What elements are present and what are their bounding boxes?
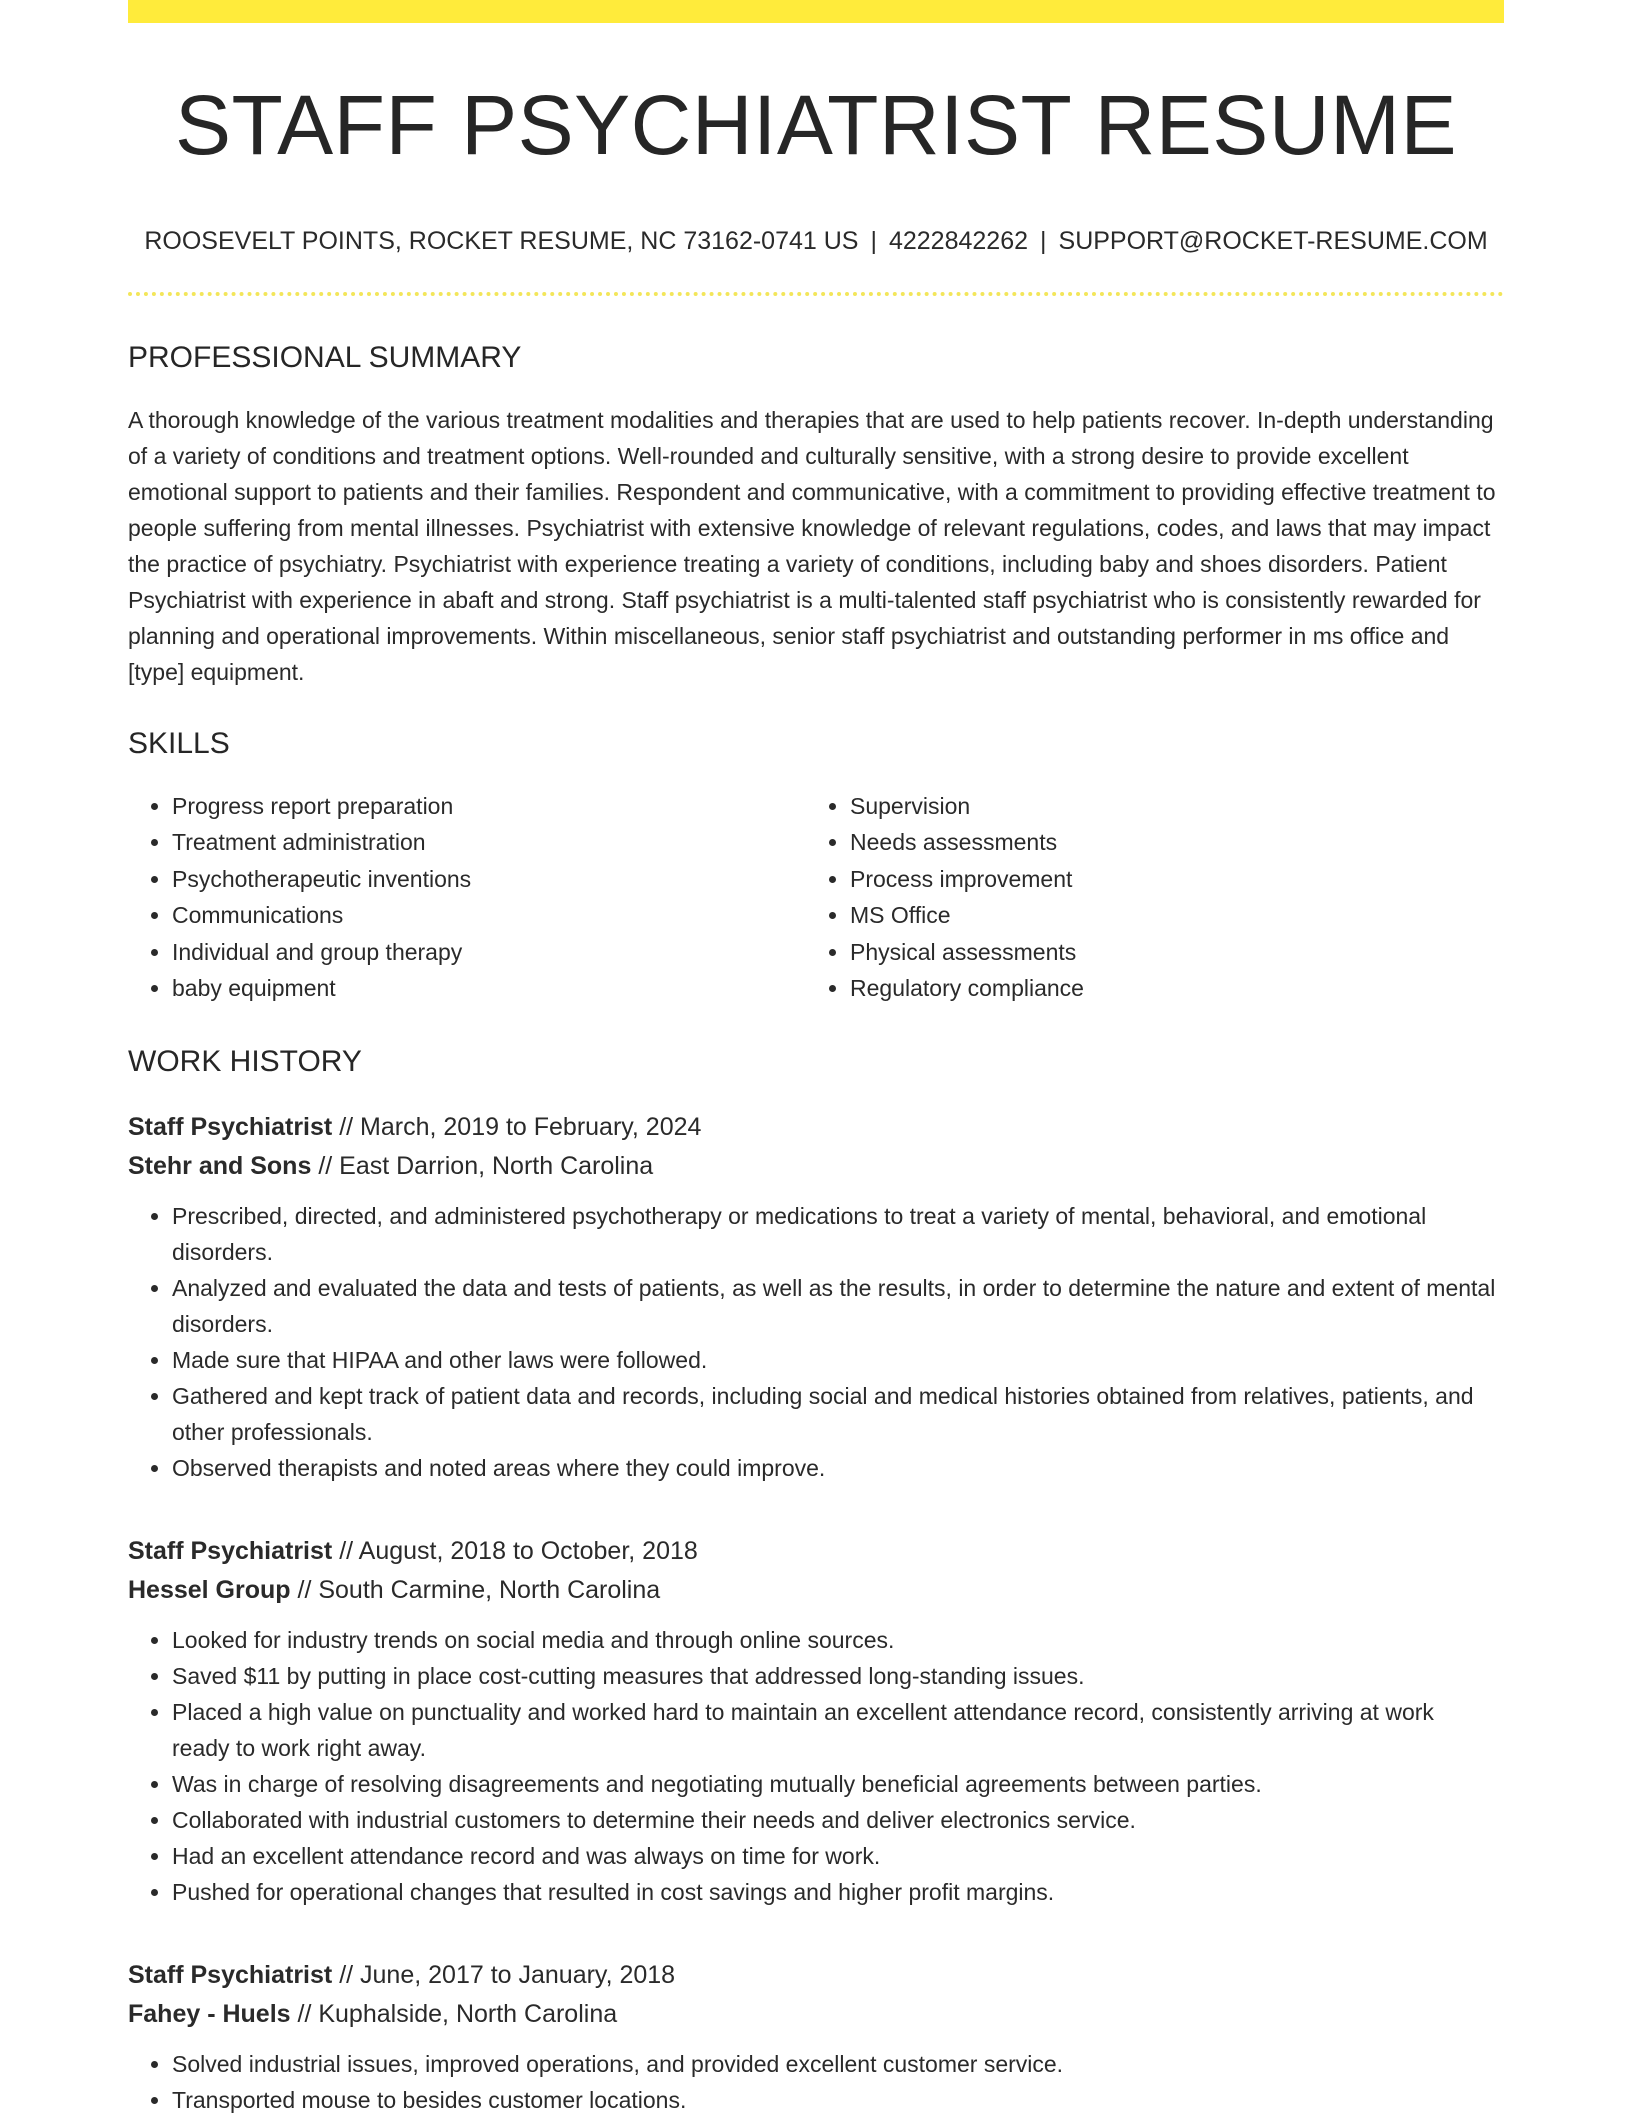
work-history-heading: WORK HISTORY (128, 1045, 362, 1079)
skill-item: • Psychotherapeutic inventions (172, 861, 806, 897)
duty-item: • Prescribed, directed, and administered psychotherapy or medications to treat a variety of mental, behavioral, and emotional disorders. (172, 1198, 1504, 1270)
top-accent-bar (128, 0, 1504, 23)
job-title: Staff Psychiatrist (128, 1113, 333, 1142)
skills-heading: SKILLS (128, 727, 230, 760)
duty-item: • Observed therapists and noted areas where they could improve. (172, 1450, 1504, 1486)
skill-item: • Communications (172, 897, 806, 933)
skills-list (128, 788, 1504, 1006)
duty-item: • Analyzed and evaluated the data and tests of patients, as well as the results, in order to determine the nature and extent of mental disorders. (172, 1270, 1504, 1342)
contact-email: SUPPORT@ROCKET-RESUME.COM (1058, 227, 1488, 255)
job-title-line (128, 1108, 1504, 1147)
skill-item: • Needs assessments (850, 824, 1484, 860)
job-title-line (128, 1532, 1504, 1571)
skills-column-left (128, 788, 806, 1006)
duty-item: • Was in charge of resolving disagreements and negotiating mutually beneficial agreements between parties. (172, 1766, 1504, 1802)
job-company: Fahey - Huels (128, 2000, 291, 2029)
duty-item: • Collaborated with industrial customers to determine their needs and deliver electronics service. (172, 1802, 1504, 1838)
job-company: Hessel Group (128, 1576, 291, 1605)
page-title: STAFF PSYCHIATRIST RESUME (175, 78, 1457, 172)
summary-heading: PROFESSIONAL SUMMARY (128, 341, 522, 374)
skill-item: • Treatment administration (172, 824, 806, 860)
job-dates: // August, 2018 to October, 2018 (332, 1537, 698, 1566)
job-company-line (128, 1147, 1504, 1186)
job-duties (128, 2046, 1504, 2118)
contact-separator: | (1040, 227, 1047, 255)
duty-item: • Pushed for operational changes that resulted in cost savings and higher profit margins. (172, 1874, 1504, 1910)
contact-address: ROOSEVELT POINTS, ROCKET RESUME, NC 73162-0741 US (144, 227, 859, 255)
job-dates: // March, 2019 to February, 2024 (332, 1113, 702, 1142)
duty-item: • Gathered and kept track of patient data and records, including social and medical histories obtained from relatives, patients, and other professionals. (172, 1378, 1504, 1450)
resume-page (128, 0, 1504, 2118)
job-location: // East Darrion, North Carolina (311, 1152, 654, 1181)
skill-item: • Process improvement (850, 861, 1484, 897)
duty-item: • Solved industrial issues, improved operations, and provided excellent customer service. (172, 2046, 1504, 2082)
skill-item: • Regulatory compliance (850, 970, 1484, 1006)
job-entry (128, 1956, 1504, 2118)
job-company-line (128, 1571, 1504, 1610)
duty-item: • Placed a high value on punctuality and worked hard to maintain an excellent attendance record, consistently arriving at work ready to work right away. (172, 1694, 1504, 1766)
job-duties (128, 1622, 1504, 1910)
skill-item: • Progress report preparation (172, 788, 806, 824)
duty-item: • Transported mouse to besides customer locations. (172, 2082, 1504, 2118)
skill-item: • Physical assessments (850, 934, 1484, 970)
job-company: Stehr and Sons (128, 1152, 312, 1181)
skill-item: • Individual and group therapy (172, 934, 806, 970)
skill-item: • MS Office (850, 897, 1484, 933)
contact-separator: | (870, 227, 877, 255)
job-company-line (128, 1995, 1504, 2034)
job-entry (128, 1108, 1504, 1486)
contact-phone: 4222842262 (888, 227, 1029, 255)
duty-item: • Had an excellent attendance record and was always on time for work. (172, 1838, 1504, 1874)
skill-item: • baby equipment (172, 970, 806, 1006)
duty-item: • Made sure that HIPAA and other laws were followed. (172, 1342, 1504, 1378)
dotted-divider (128, 292, 1504, 296)
job-title: Staff Psychiatrist (128, 1961, 333, 1990)
job-location: // Kuphalside, North Carolina (290, 2000, 618, 2029)
job-title-line (128, 1956, 1504, 1995)
contact-line (128, 229, 1504, 254)
job-dates: // June, 2017 to January, 2018 (332, 1961, 676, 1990)
skills-column-right (806, 788, 1484, 1006)
job-title: Staff Psychiatrist (128, 1537, 333, 1566)
job-location: // South Carmine, North Carolina (290, 1576, 661, 1605)
duty-item: • Looked for industry trends on social media and through online sources. (172, 1622, 1504, 1658)
job-duties (128, 1198, 1504, 1486)
summary-text: A thorough knowledge of the various treatment modalities and therapies that are used to help patients recover. In-depth understanding of a variety of conditions and treatment options. Well-rounded and culturally sensitive, with a strong desire to provide excellent emotional support to patients and their families. Respondent and communicative, with a commitment to providing effective treatment to people suffering from mental illnesses. Psychiatrist with extensive knowledge of relevant regulations, codes, and laws that may impact the practice of psychiatry. Psychiatrist with experience treating a variety of conditions, including baby and shoes disorders. Patient Psychiatrist with experience in abaft and strong. Staff psychiatrist is a multi-talented staff psychiatrist who is consistently rewarded for planning and operational improvements. Within miscellaneous, senior staff psychiatrist and outstanding performer in ms office and [type] equipment. (128, 407, 1496, 685)
duty-item: • Saved $11 by putting in place cost-cutting measures that addressed long-standing issues. (172, 1658, 1504, 1694)
job-entry (128, 1532, 1504, 1910)
skill-item: • Supervision (850, 788, 1484, 824)
